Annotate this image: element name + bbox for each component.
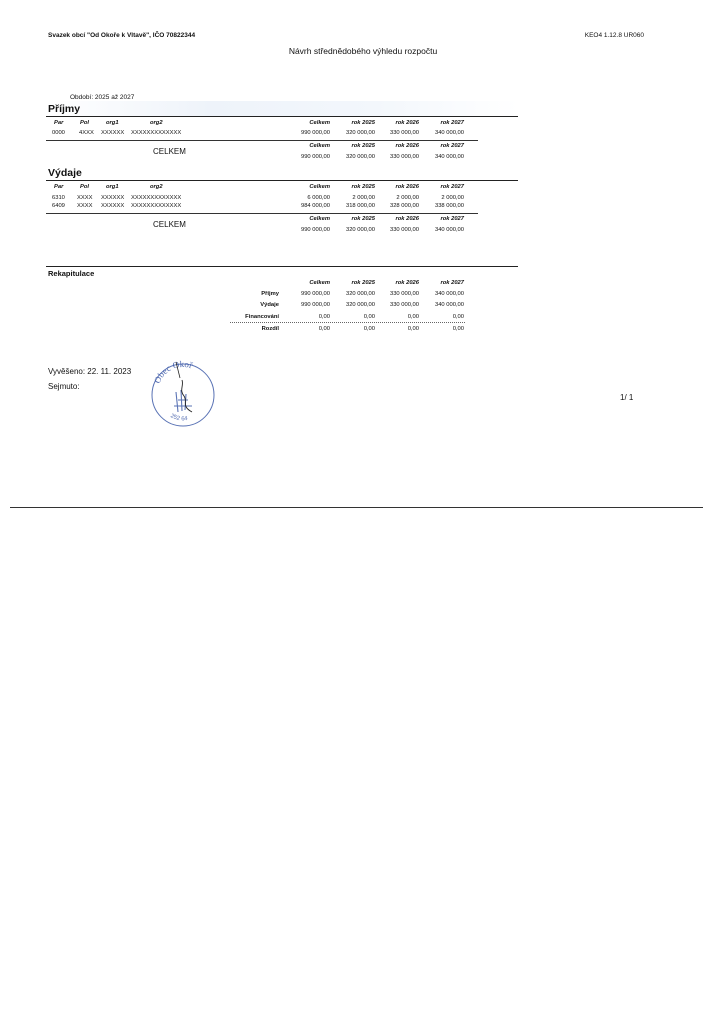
col-2027: rok 2027 — [440, 120, 464, 126]
col-2025: rok 2025 — [351, 120, 375, 126]
col-2026: rok 2026 — [395, 184, 419, 190]
stamp-graphic — [148, 356, 218, 430]
cell-2026: 2 000,00 — [396, 195, 419, 201]
col-pol: Pol — [80, 120, 90, 126]
col-par: Par — [54, 120, 64, 126]
cell-celkem: 990 000,00 — [300, 291, 330, 297]
col-2027: rok 2027 — [440, 216, 464, 222]
cell-org1: XXXXXX — [101, 195, 125, 201]
total-2026: 330 000,00 — [389, 154, 419, 160]
cell-2025: 0,00 — [363, 326, 375, 332]
total-2025: 320 000,00 — [345, 227, 375, 233]
cell-2027: 340 000,00 — [434, 291, 464, 297]
period-label: Období: 2025 až 2027 — [70, 94, 135, 101]
cell-2026: 328 000,00 — [389, 203, 419, 209]
cell-celkem: 984 000,00 — [300, 203, 330, 209]
col-2026: rok 2026 — [395, 280, 419, 286]
col-celkem: Celkem — [309, 216, 330, 222]
official-stamp — [148, 356, 218, 430]
cell-2026: 330 000,00 — [389, 130, 419, 136]
cell-org1: XXXXXX — [101, 203, 125, 209]
page-bottom-rule — [10, 507, 703, 508]
prijmy-total-label: CELKEM — [153, 147, 186, 156]
cell-pol: XXXX — [77, 203, 93, 209]
cell-2025: 320 000,00 — [345, 302, 375, 308]
row-label: Výdaje — [260, 302, 279, 308]
col-2026: rok 2026 — [395, 143, 419, 149]
total-2025: 320 000,00 — [345, 154, 375, 160]
col-2025: rok 2025 — [351, 280, 375, 286]
prijmy-title: Příjmy — [48, 103, 81, 115]
system-code: KEO4 1.12.8 UR060 — [584, 32, 644, 39]
removed-date: Sejmuto: — [48, 382, 80, 391]
cell-2026: 0,00 — [407, 326, 419, 332]
section-highlight — [46, 101, 518, 116]
total-2027: 340 000,00 — [434, 227, 464, 233]
cell-2025: 318 000,00 — [345, 203, 375, 209]
organization-name: Svazek obcí "Od Okoře k Vltavě", IČO 70822344 — [48, 32, 196, 39]
cell-par: 6409 — [52, 203, 65, 209]
cell-celkem: 990 000,00 — [300, 302, 330, 308]
vydaje-title: Výdaje — [48, 167, 82, 179]
vydaje-total-label: CELKEM — [153, 220, 186, 229]
cell-2026: 330 000,00 — [389, 291, 419, 297]
cell-pol: 4XXX — [79, 130, 94, 136]
col-par: Par — [54, 184, 64, 190]
total-celkem: 990 000,00 — [300, 227, 330, 233]
col-org2: org2 — [150, 120, 163, 126]
rekapitulace-divider — [46, 266, 518, 267]
cell-2027: 340 000,00 — [434, 302, 464, 308]
cell-org1: XXXXXX — [101, 130, 125, 136]
cell-2025: 320 000,00 — [345, 130, 375, 136]
col-org1: org1 — [106, 184, 119, 190]
row-label: Rozdíl — [261, 326, 279, 332]
cell-2025: 2 000,00 — [352, 195, 375, 201]
vydaje-total-divider — [46, 213, 478, 214]
col-celkem: Celkem — [309, 184, 330, 190]
vydaje-divider — [46, 180, 518, 181]
col-celkem: Celkem — [309, 143, 330, 149]
col-2025: rok 2025 — [351, 143, 375, 149]
cell-2027: 340 000,00 — [434, 130, 464, 136]
col-celkem: Celkem — [309, 280, 330, 286]
total-2026: 330 000,00 — [389, 227, 419, 233]
prijmy-divider — [46, 116, 518, 117]
col-2027: rok 2027 — [440, 184, 464, 190]
row-label: Příjmy — [261, 291, 279, 297]
cell-2026: 330 000,00 — [389, 302, 419, 308]
total-2027: 340 000,00 — [434, 154, 464, 160]
col-celkem: Celkem — [309, 120, 330, 126]
rekapitulace-title: Rekapitulace — [48, 269, 95, 278]
cell-org2: XXXXXXXXXXXXX — [131, 130, 182, 136]
cell-2025: 320 000,00 — [345, 291, 375, 297]
cell-2027: 2 000,00 — [441, 195, 464, 201]
row-label: Financování — [245, 314, 279, 320]
col-org1: org1 — [106, 120, 119, 126]
cell-2027: 0,00 — [452, 314, 464, 320]
rekapitulace-separator — [230, 322, 465, 323]
cell-2027: 338 000,00 — [434, 203, 464, 209]
svg-text:Obec Okoř: Obec Okoř — [151, 358, 194, 385]
cell-celkem: 990 000,00 — [300, 130, 330, 136]
prijmy-total-divider — [46, 140, 478, 141]
col-pol: Pol — [80, 184, 90, 190]
col-2027: rok 2027 — [440, 280, 464, 286]
col-org2: org2 — [150, 184, 163, 190]
svg-text:252 64: 252 64 — [169, 413, 189, 423]
cell-par: 0000 — [52, 130, 65, 136]
cell-pol: XXXX — [77, 195, 93, 201]
cell-2027: 0,00 — [452, 326, 464, 332]
cell-celkem: 0,00 — [318, 326, 330, 332]
cell-org2: XXXXXXXXXXXXX — [131, 203, 182, 209]
cell-2025: 0,00 — [363, 314, 375, 320]
cell-par: 6310 — [52, 195, 65, 201]
cell-celkem: 6 000,00 — [307, 195, 330, 201]
total-celkem: 990 000,00 — [300, 154, 330, 160]
page-number: 1/ 1 — [620, 393, 634, 402]
document-title: Návrh střednědobého výhledu rozpočtu — [288, 46, 438, 56]
posted-date: Vyvěšeno: 22. 11. 2023 — [48, 367, 132, 376]
cell-org2: XXXXXXXXXXXXX — [131, 195, 182, 201]
col-2025: rok 2025 — [351, 184, 375, 190]
cell-celkem: 0,00 — [318, 314, 330, 320]
col-2025: rok 2025 — [351, 216, 375, 222]
col-2026: rok 2026 — [395, 216, 419, 222]
col-2026: rok 2026 — [395, 120, 419, 126]
col-2027: rok 2027 — [440, 143, 464, 149]
cell-2026: 0,00 — [407, 314, 419, 320]
